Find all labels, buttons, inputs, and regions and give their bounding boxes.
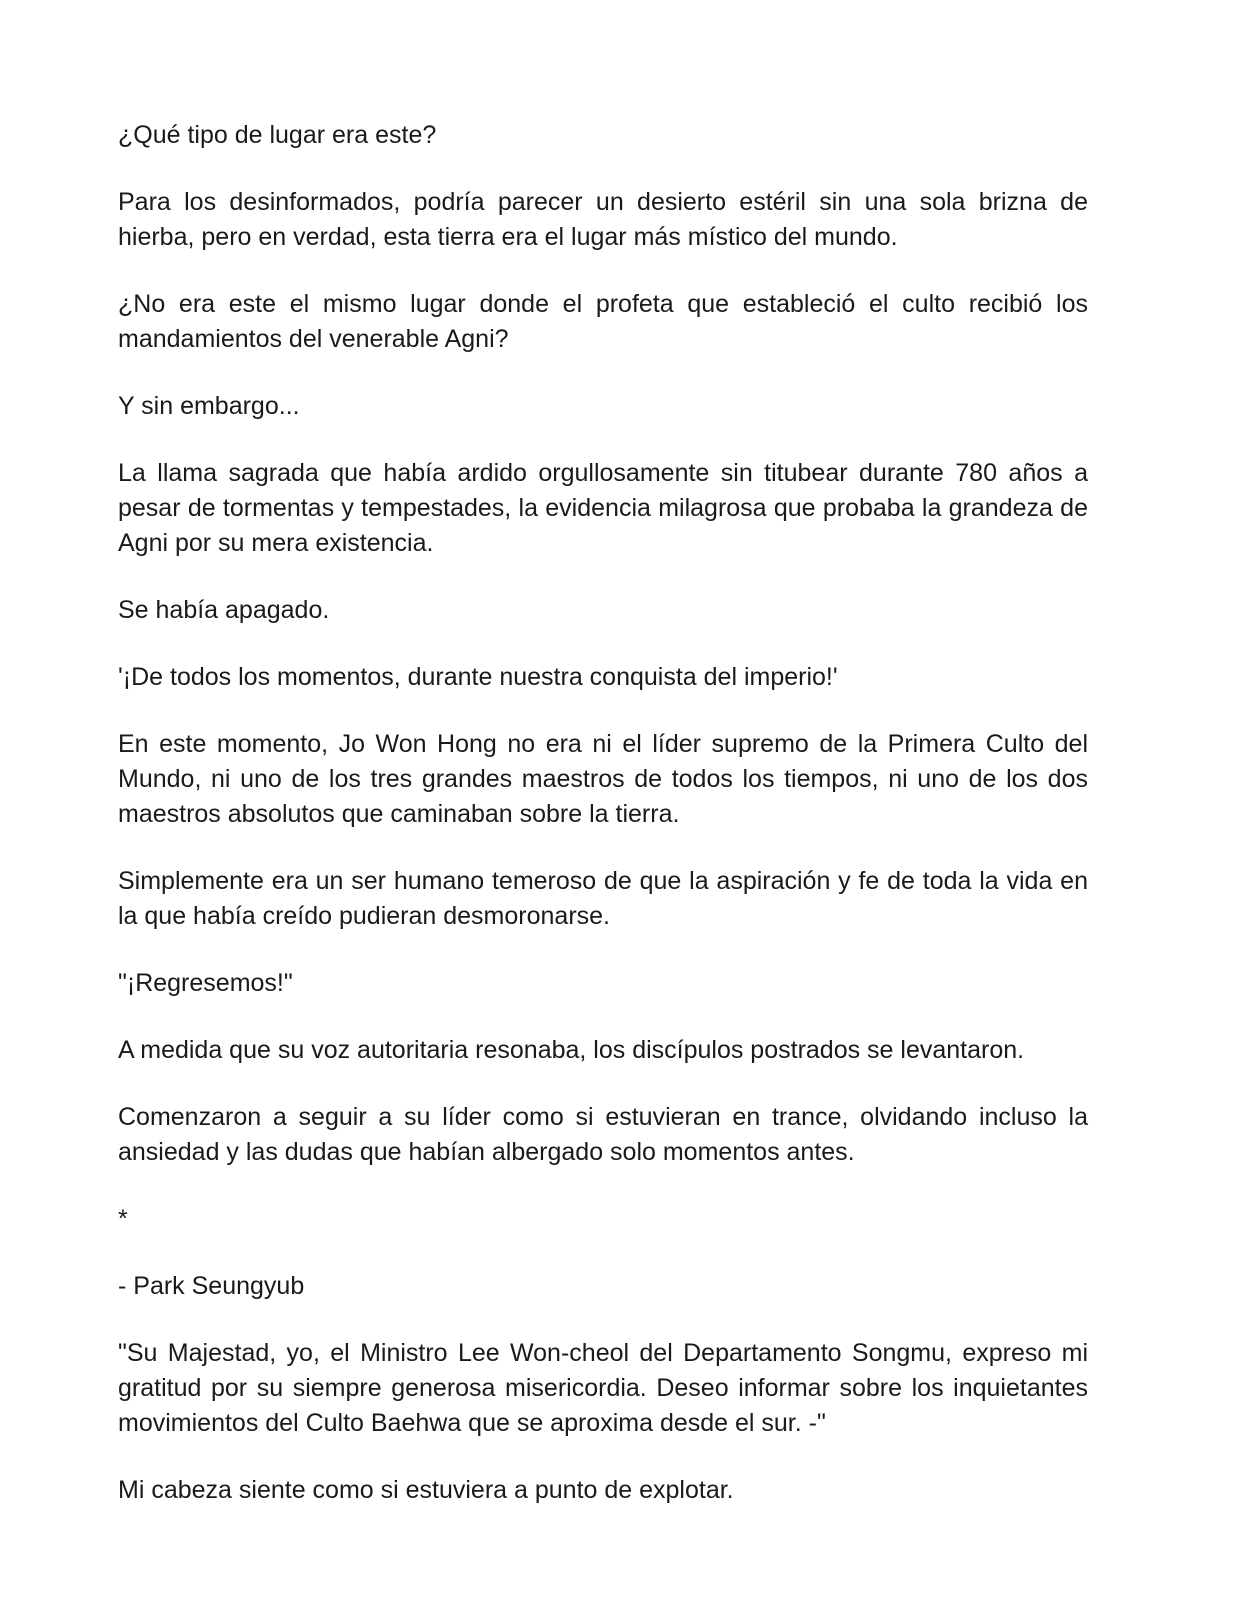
paragraph-minister: "Su Majestad, yo, el Ministro Lee Won-cheol del Departamento Songmu, expreso mi gratitud por su siempre generosa misericordia. Deseo informar sobre los inquietantes movimientos del Culto Baehwa que se aproxima desde el sur. -" (118, 1339, 1088, 1437)
paragraph-extinguished: Se había apagado. (118, 596, 330, 624)
paragraph-question: ¿Qué tipo de lugar era este? (118, 121, 437, 149)
paragraph-disciples: A medida que su voz autoritaria resonaba, los discípulos postrados se levantaron. (118, 1036, 1025, 1064)
paragraph-thought: '¡De todos los momentos, durante nuestra conquista del imperio!' (118, 663, 838, 691)
paragraph-jo-won-hong: En este momento, Jo Won Hong no era ni el líder supremo de la Primera Culto del Mundo, ni uno de los tres grandes maestros de todos los tiempos, ni uno de los dos maestros absolutos que caminaban sobre la tierra. (118, 730, 1088, 828)
paragraph-dialogue-return: "¡Regresemos!" (118, 969, 293, 997)
pov-heading: - Park Seungyub (118, 1272, 305, 1300)
paragraph-fearful: Simplemente era un ser humano temeroso de que la aspiración y fe de toda la vida en la que había creído pudieran desmoronarse. (118, 867, 1088, 930)
paragraph-flame: La llama sagrada que había ardido orgullosamente sin titubear durante 780 años a pesar de tormentas y tempestades, la evidencia milagrosa que probaba la grandeza de Agni por su mera existencia. (118, 459, 1088, 557)
scene-break: * (118, 1205, 128, 1233)
paragraph-trance: Comenzaron a seguir a su líder como si estuvieran en trance, olvidando incluso la ansiedad y las dudas que habían albergado solo momentos antes. (118, 1103, 1088, 1166)
paragraph-headache: Mi cabeza siente como si estuviera a punto de explotar. (118, 1476, 734, 1504)
paragraph-desert: Para los desinformados, podría parecer un desierto estéril sin una sola brizna de hierba, pero en verdad, esta tierra era el lugar más místico del mundo. (118, 188, 1088, 251)
paragraph-prophet: ¿No era este el mismo lugar donde el profeta que estableció el culto recibió los mandamientos del venerable Agni? (118, 290, 1088, 353)
paragraph-however: Y sin embargo... (118, 392, 300, 420)
text-column (118, 118, 1088, 1540)
